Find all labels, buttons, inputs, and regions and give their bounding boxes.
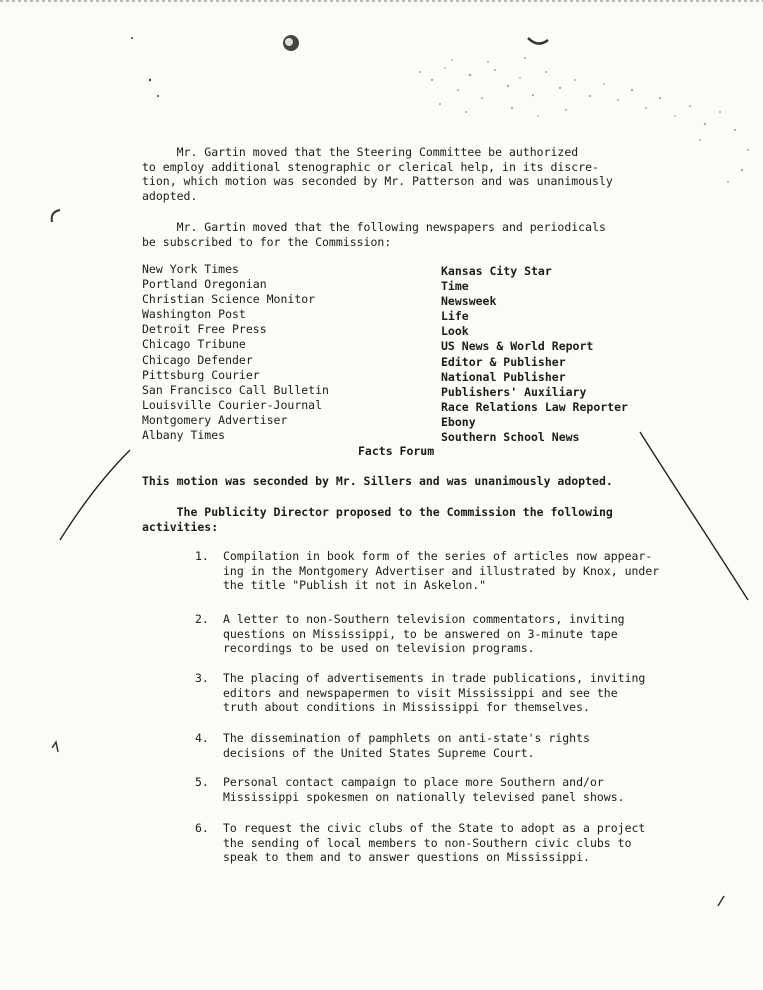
newspaper-item: San Francisco Call Bulletin <box>142 382 329 397</box>
ink-mark <box>528 38 548 44</box>
newspaper-item: Christian Science Monitor <box>142 292 316 307</box>
newspaper-item: Washington Post <box>142 307 246 322</box>
periodical-item: Race Relations Law Reporter <box>441 399 628 414</box>
activity-number: 6. <box>195 821 209 835</box>
activity-text: A letter to non-Southern television commentators, inviting questions on Mississippi, to be answered on 3-minute tape recordings to be used on television programs. <box>223 612 625 655</box>
newspaper-list-left <box>142 262 329 443</box>
periodical-item: Time <box>441 279 469 294</box>
activity-number: 5. <box>195 775 209 789</box>
speck <box>157 95 159 97</box>
activity-text: The dissemination of pamphlets on anti-state's rights decisions of the United States Supreme Court. <box>223 731 590 760</box>
activity-text: To request the civic clubs of the State to adopt as a project the sending of local members to non-Southern civic clubs to speak to them and to answer questions on Mississippi. <box>223 821 646 864</box>
subscribe-paragraph: Mr. Gartin moved that the following newspapers and periodicals be subscribed to for the Commission: <box>142 220 606 249</box>
publicity-paragraph: The Publicity Director proposed to the Commission the following activities: <box>142 505 613 534</box>
facts-forum-label: Facts Forum <box>358 444 435 458</box>
activity-text: The placing of advertisements in trade publications, inviting editors and newspapermen to visit Mississippi and see the truth about conditions in Mississippi for themselves. <box>223 671 646 714</box>
activity-text: Personal contact campaign to place more Southern and/or Mississippi spokesmen on nationally televised panel shows. <box>223 775 625 804</box>
newspaper-item: Albany Times <box>142 428 226 443</box>
periodical-item: Ebony <box>441 414 476 429</box>
periodical-item: Newsweek <box>441 294 497 309</box>
activity-text: Compilation in book form of the series of articles now appear- ing in the Montgomery Advertiser and illustrated by Knox, under the title "Publish it not in Askelon." <box>223 549 660 592</box>
periodical-item: Look <box>441 324 469 339</box>
margin-mark <box>52 210 60 222</box>
activity-number: 1. <box>195 549 209 563</box>
newspaper-item: Portland Oregonian <box>142 277 267 292</box>
margin-mark <box>718 896 724 906</box>
speck <box>131 37 133 39</box>
newspaper-item: Pittsburg Courier <box>142 367 260 382</box>
periodical-item: National Publisher <box>441 369 566 384</box>
steering-paragraph: Mr. Gartin moved that the Steering Committee be authorized to employ additional stenographic or clerical help, in its discre- tion, which motion was seconded by Mr. Patterson and was unanimously adopted. <box>142 145 613 203</box>
newspaper-item: Detroit Free Press <box>142 322 267 337</box>
newspaper-item: Montgomery Advertiser <box>142 412 288 427</box>
speck <box>149 79 151 81</box>
periodical-item: Kansas City Star <box>441 264 552 278</box>
diagonal-pen-line <box>60 450 130 540</box>
periodical-item: Publishers' Auxiliary <box>441 384 587 399</box>
newspaper-item: Chicago Tribune <box>142 337 246 352</box>
newspaper-item: New York Times <box>142 262 239 276</box>
margin-mark <box>52 742 58 752</box>
periodical-item: Life <box>441 309 469 324</box>
activity-number: 2. <box>195 612 209 626</box>
activity-number: 4. <box>195 731 209 745</box>
activity-number: 3. <box>195 671 209 685</box>
seconded-paragraph: This motion was seconded by Mr. Sillers and was unanimously adopted. <box>142 474 613 488</box>
newspaper-list-right <box>441 264 628 445</box>
newspaper-item: Louisville Courier-Journal <box>142 397 323 412</box>
periodical-item: Editor & Publisher <box>441 354 566 369</box>
newspaper-item: Chicago Defender <box>142 352 253 367</box>
punch-hole-center <box>285 38 293 46</box>
periodical-item: US News & World Report <box>441 339 594 354</box>
periodical-item: Southern School News <box>441 430 580 445</box>
